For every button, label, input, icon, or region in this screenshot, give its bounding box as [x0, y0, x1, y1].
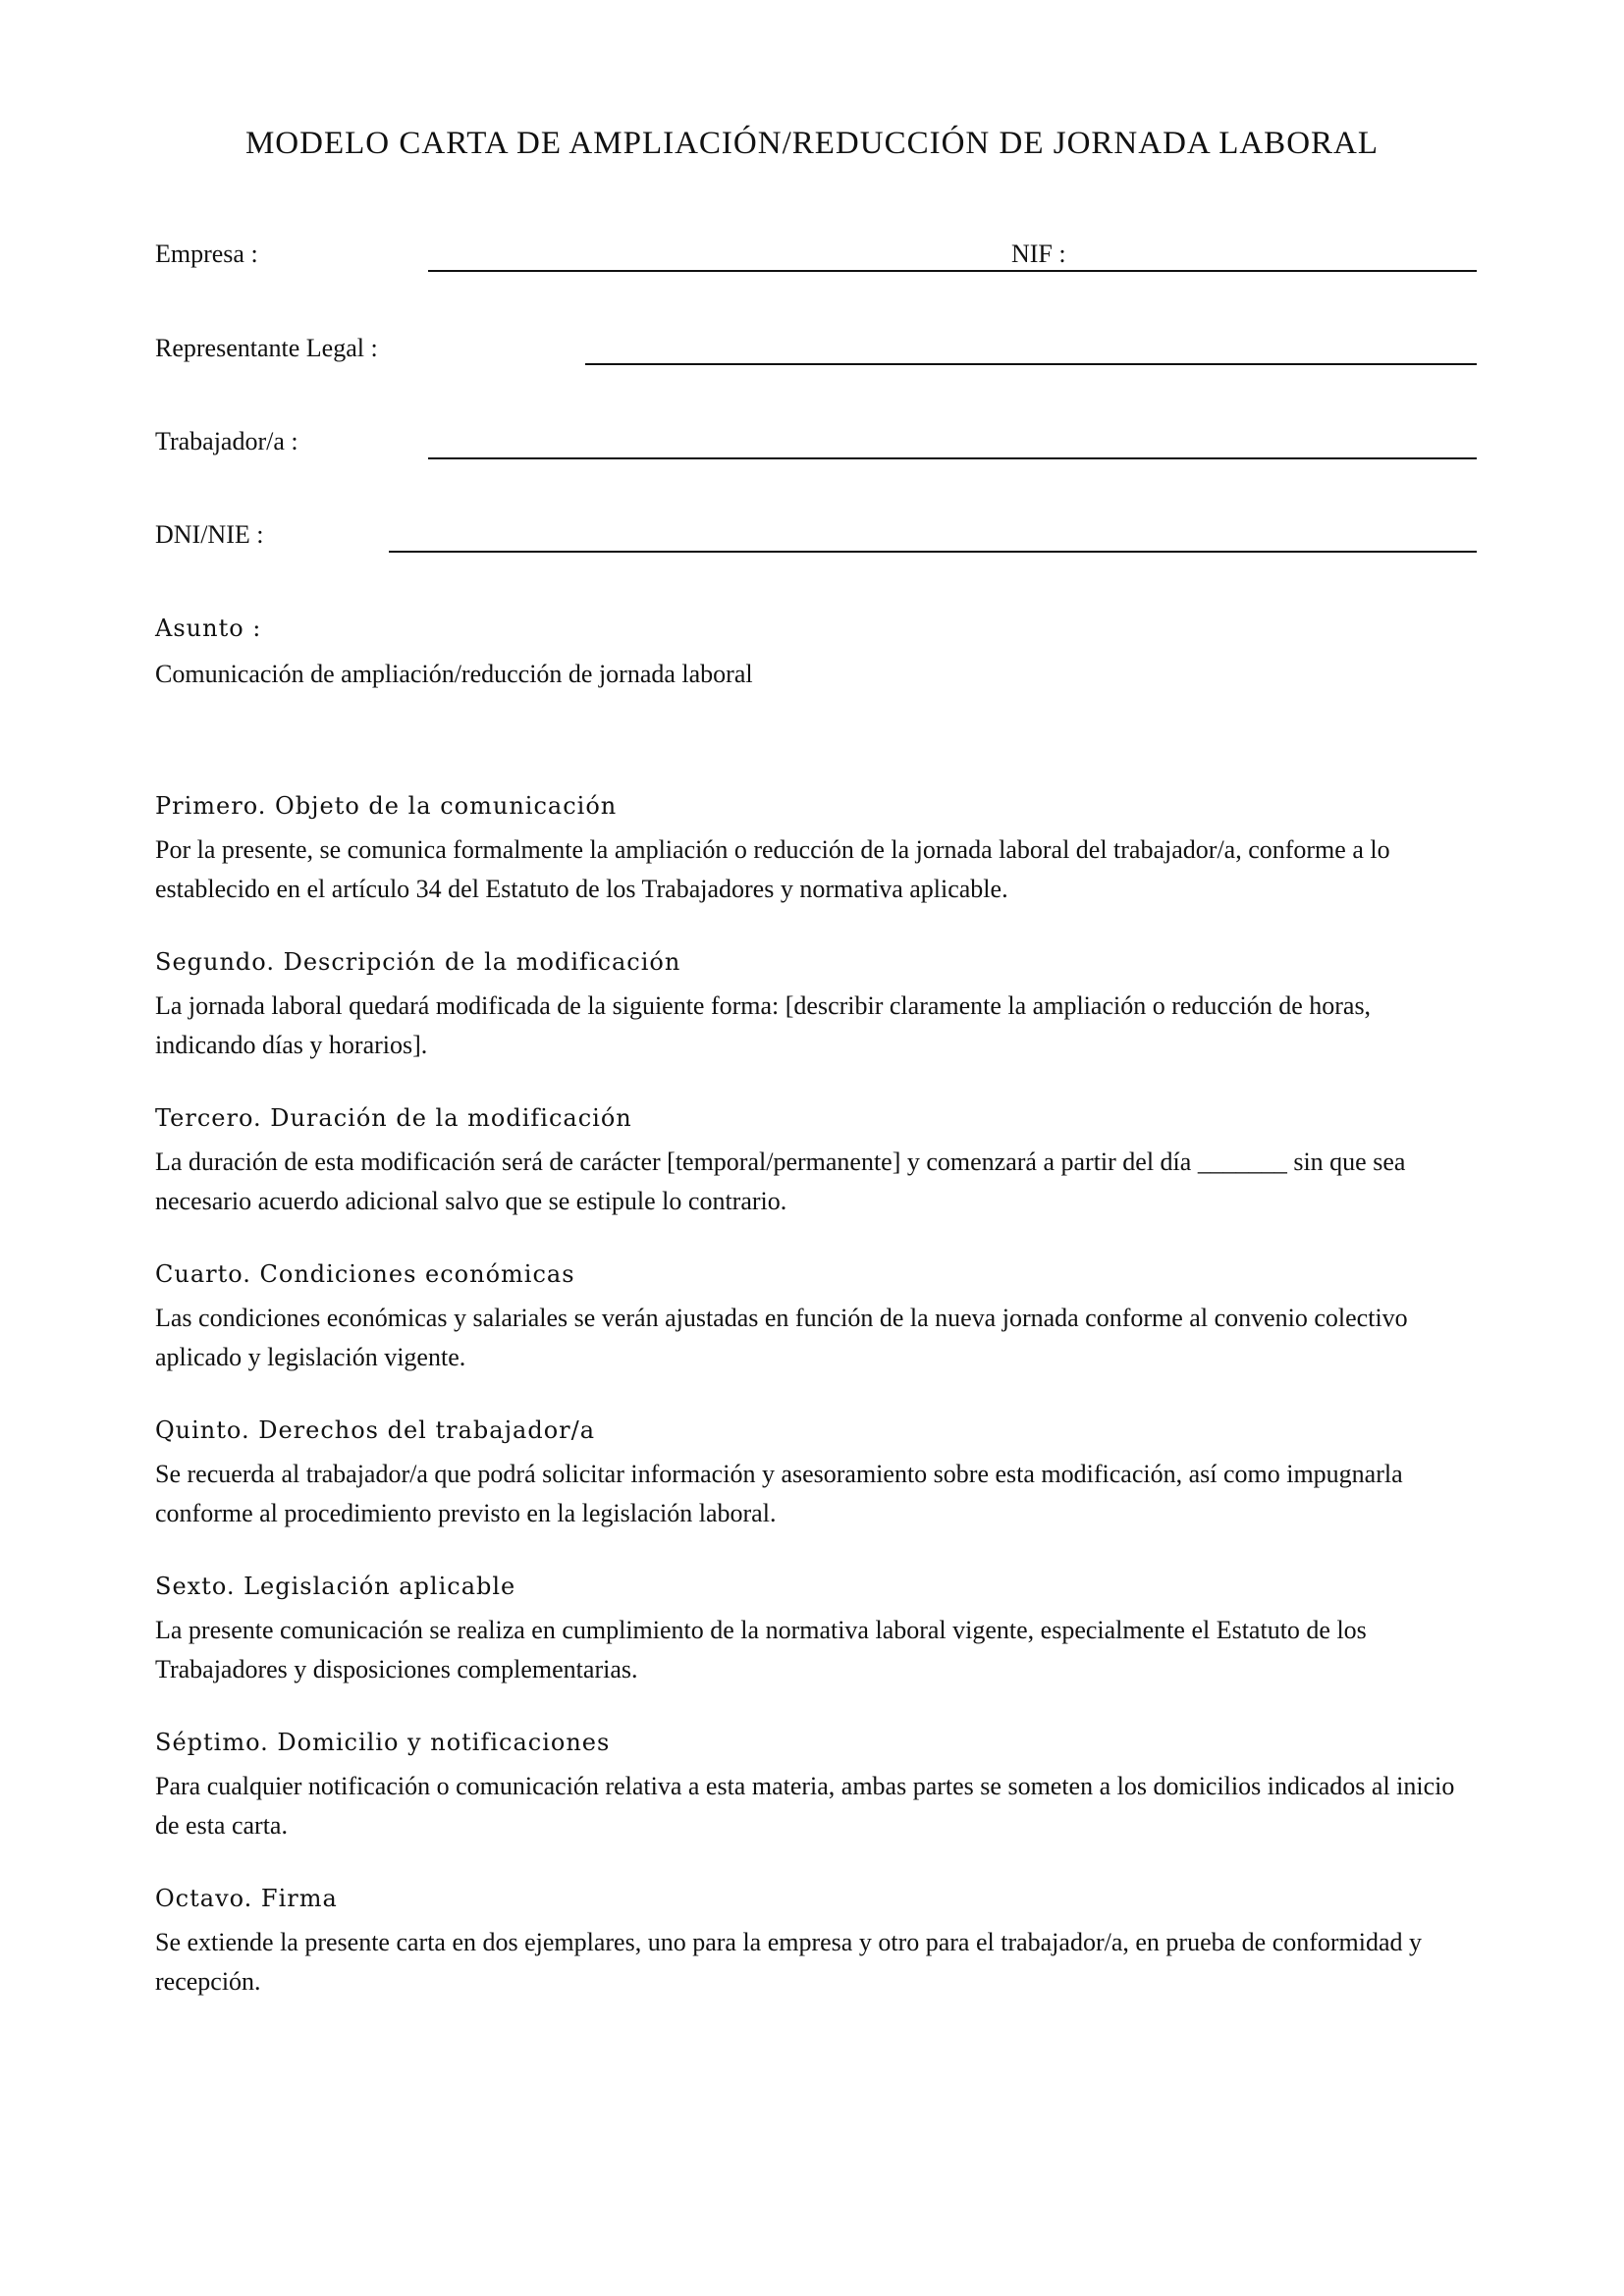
empresa-label: Empresa :	[155, 240, 258, 268]
document-title: MODELO CARTA DE AMPLIACIÓN/REDUCCIÓN DE JORNADA LABORAL	[244, 126, 1380, 161]
section-body: La duración de esta modificación será de carácter [temporal/permanente] y comenzará a partir del día _______ sin que sea necesario acuerdo adicional salvo que se estipule lo contrario.	[155, 1148, 1406, 1215]
section-body: La jornada laboral quedará modificada de la siguiente forma: [describir claramente la ampliación o reducción de horas, indicando días y horarios].	[155, 991, 1372, 1059]
section-cuarto	[155, 1257, 1476, 1377]
representante-label: Representante Legal :	[155, 334, 378, 362]
representante-line	[585, 363, 1477, 365]
trabajador-line	[428, 457, 1477, 459]
section-septimo	[155, 1726, 1476, 1845]
section-body: Las condiciones económicas y salariales se verán ajustadas en función de la nueva jornada conforme al convenio colectivo aplicado y legislación vigente.	[155, 1304, 1408, 1371]
section-heading: Segundo. Descripción de la modificación	[155, 948, 681, 976]
section-sexto	[155, 1570, 1476, 1689]
section-body: La presente comunicación se realiza en cumplimiento de la normativa laboral vigente, especialmente el Estatuto de los Trabajadores y disposiciones complementarias.	[155, 1616, 1367, 1683]
section-body: Para cualquier notificación o comunicación relativa a esta materia, ambas partes se someten a los domicilios indicados al inicio de esta carta.	[155, 1772, 1455, 1840]
section-heading: Cuarto. Condiciones económicas	[155, 1260, 575, 1288]
section-primero	[155, 789, 1476, 909]
section-tercero	[155, 1101, 1476, 1221]
dni-label: DNI/NIE :	[155, 520, 264, 549]
section-heading: Séptimo. Domicilio y notificaciones	[155, 1729, 611, 1756]
dni-line	[389, 551, 1477, 553]
asunto-label: Asunto :	[155, 614, 262, 642]
section-body: Por la presente, se comunica formalmente la ampliación o reducción de la jornada laboral del trabajador/a, conforme a lo establecido en el artículo 34 del Estatuto de los Trabajadores y normativa aplicable.	[155, 835, 1390, 903]
section-quinto	[155, 1414, 1476, 1533]
section-body: Se recuerda al trabajador/a que podrá solicitar información y asesoramiento sobre esta modificación, así como impugnarla conforme al procedimiento previsto en la legislación laboral.	[155, 1460, 1403, 1527]
section-heading: Primero. Objeto de la comunicación	[155, 792, 618, 820]
section-heading: Sexto. Legislación aplicable	[155, 1573, 516, 1600]
trabajador-label: Trabajador/a :	[155, 427, 298, 455]
asunto-text: Comunicación de ampliación/reducción de jornada laboral	[155, 660, 753, 688]
section-heading: Tercero. Duración de la modificación	[155, 1104, 632, 1132]
section-body: Se extiende la presente carta en dos ejemplares, uno para la empresa y otro para el trabajador/a, en prueba de conformidad y recepción.	[155, 1928, 1423, 1996]
section-heading: Octavo. Firma	[155, 1885, 338, 1912]
section-heading: Quinto. Derechos del trabajador/a	[155, 1416, 596, 1444]
section-segundo	[155, 945, 1476, 1065]
section-octavo	[155, 1882, 1476, 2002]
nif-label: NIF :	[1011, 240, 1066, 268]
empresa-line	[428, 270, 1477, 272]
